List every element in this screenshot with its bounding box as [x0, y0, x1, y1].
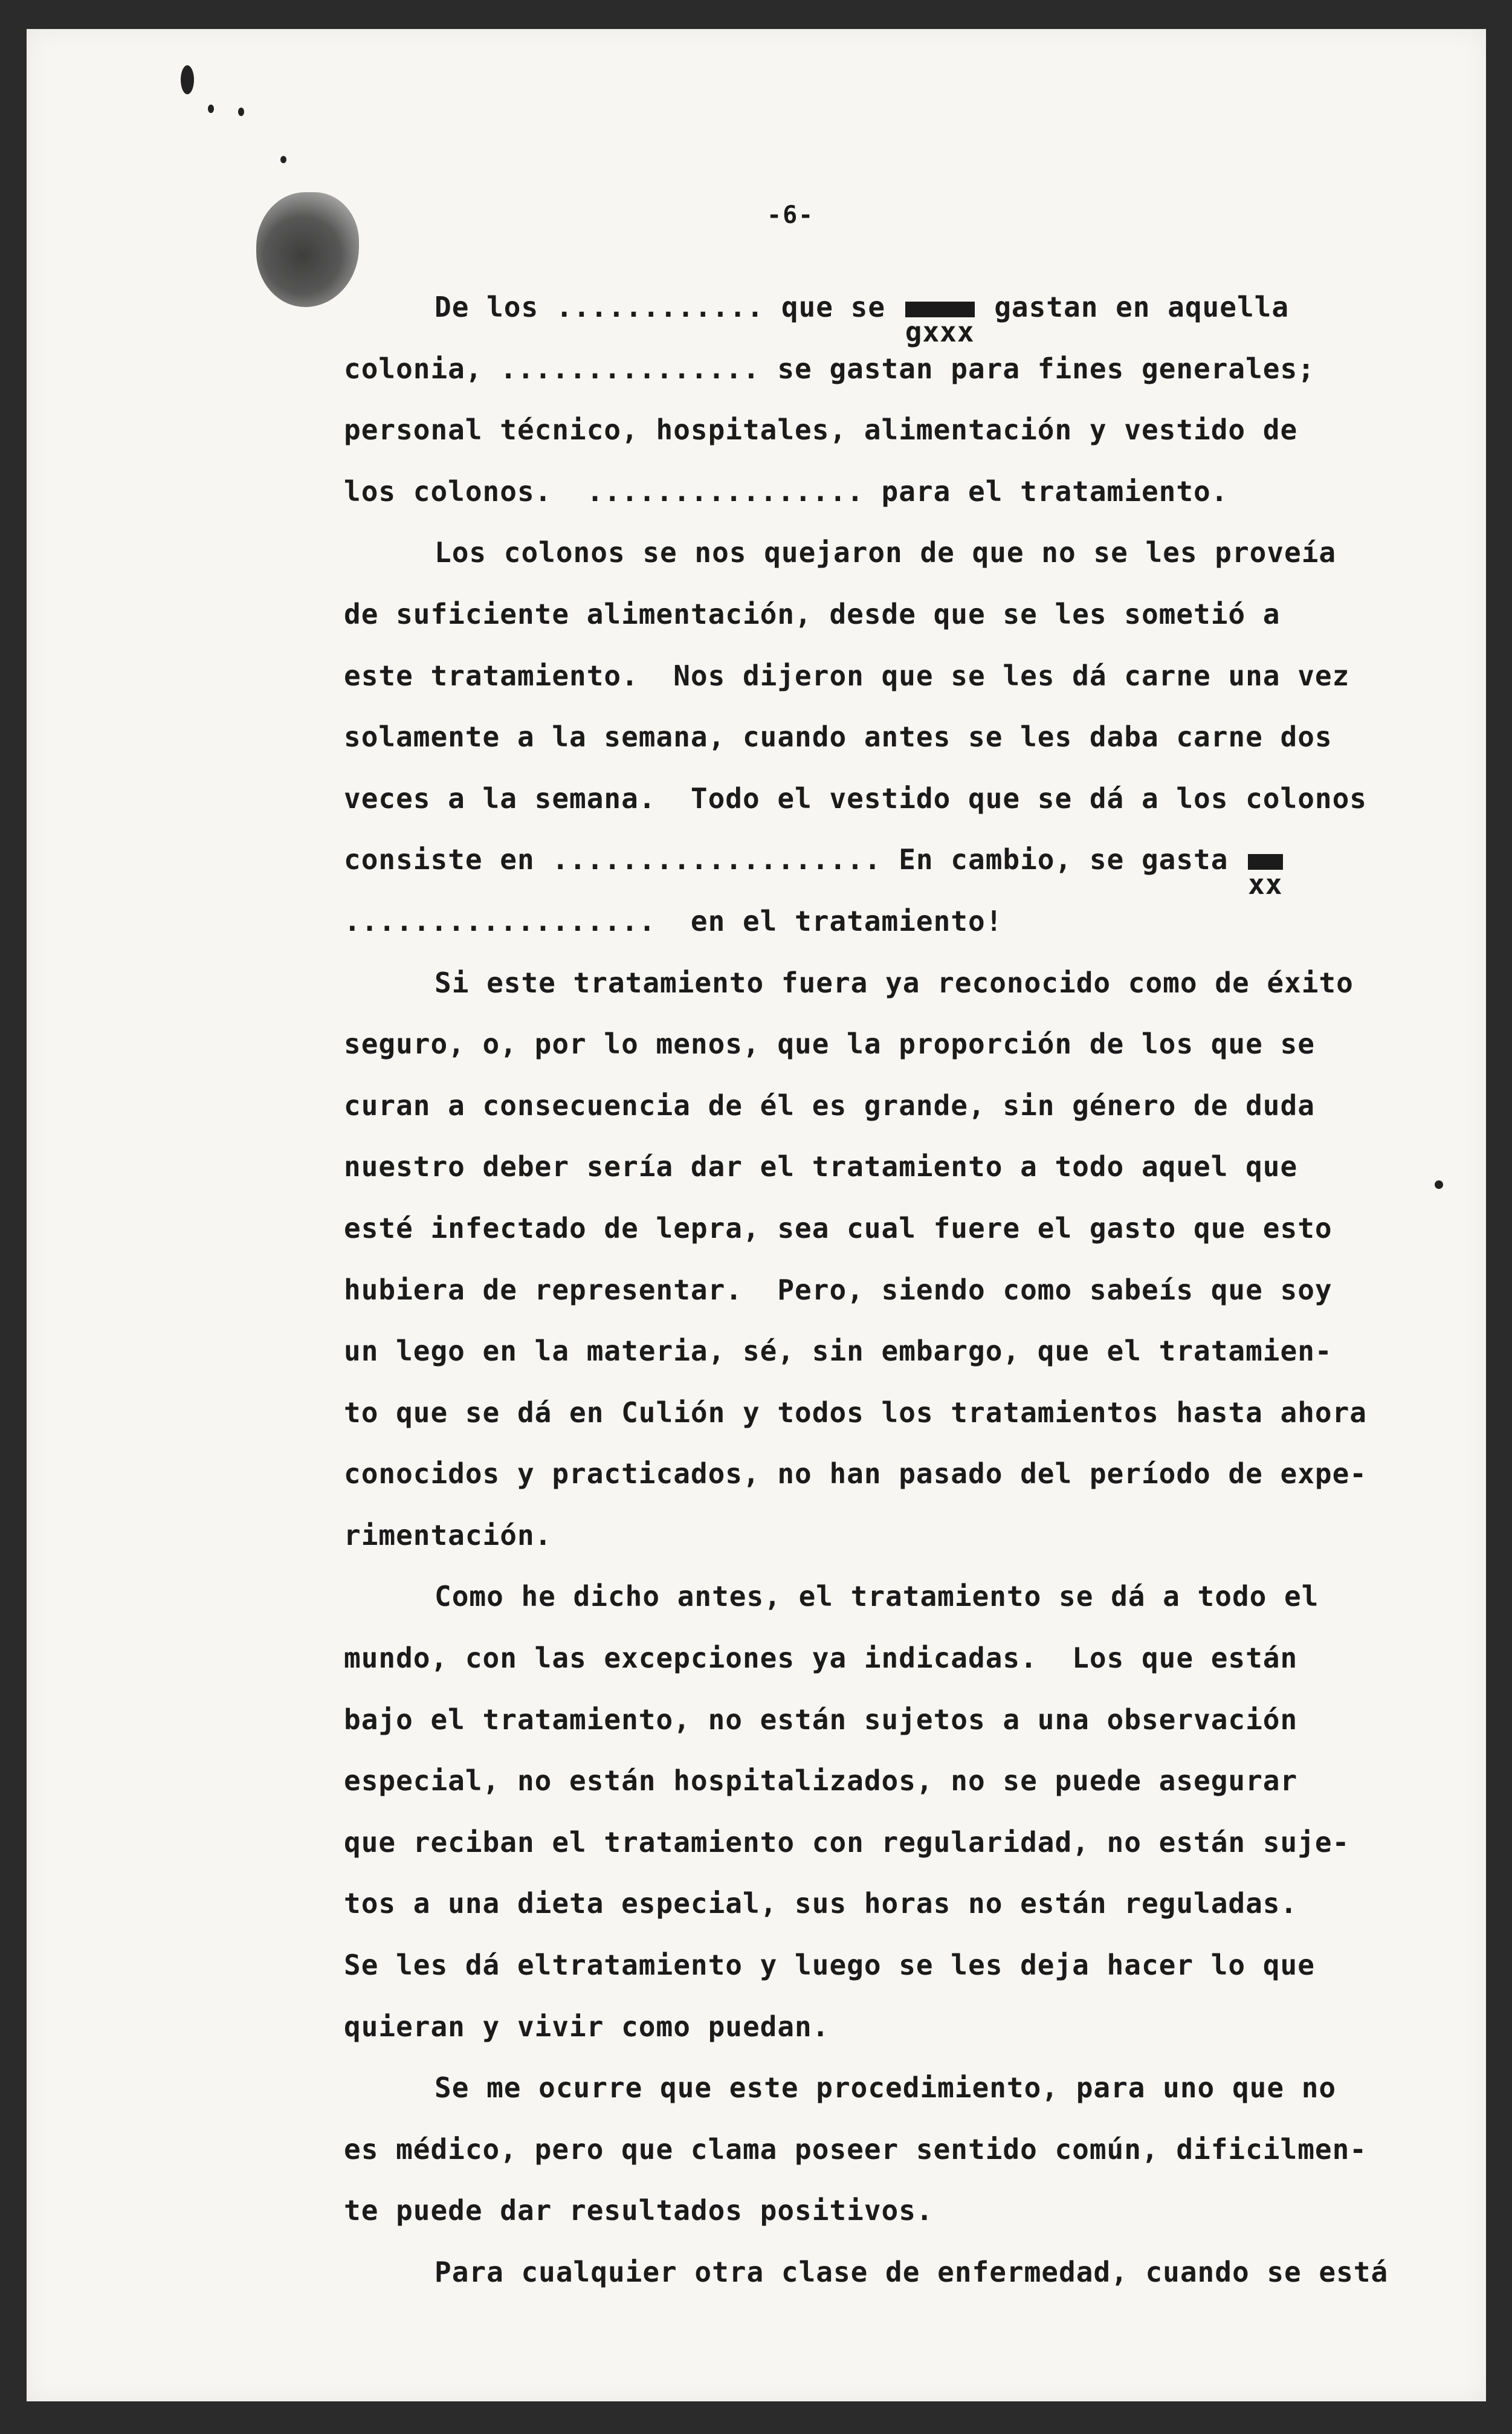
text-line	[344, 1260, 1444, 1321]
line-text: bajo el tratamiento, no están sujetos a una observación	[344, 1703, 1298, 1736]
struck-out-text: gxxx	[905, 302, 975, 317]
line-text: Como he dicho antes, el tratamiento se dá a todo el	[435, 1580, 1319, 1613]
line-text: to que se dá en Culión y todos los tratamientos hasta ahora	[344, 1396, 1367, 1429]
line-text: .................. en el tratamiento!	[344, 904, 1003, 937]
ink-speck	[280, 156, 286, 163]
text-line	[344, 522, 1444, 584]
text-line	[344, 2119, 1444, 2181]
document-page	[27, 29, 1486, 2401]
text-line	[344, 1075, 1444, 1137]
line-text: rimentación.	[344, 1518, 552, 1552]
text-line	[344, 707, 1444, 768]
line-text: de suficiente alimentación, desde que se les sometió a	[344, 597, 1281, 630]
line-text: que reciban el tratamiento con regularidad, no están suje-	[344, 1825, 1350, 1859]
line-text: los colonos. ................ para el tratamiento.	[344, 474, 1229, 508]
line-text: solamente a la semana, cuando antes se les daba carne dos	[344, 720, 1333, 754]
struck-out-text: xx	[1248, 854, 1282, 870]
page-number: -6-	[767, 201, 815, 229]
line-text: consiste en ................... En cambio, se gasta	[344, 843, 1246, 876]
line-text: Para cualquier otra clase de enfermedad, cuando se está	[435, 2256, 1389, 2288]
line-text: Se les dá eltratamiento y luego se les deja hacer lo que	[344, 1949, 1315, 1982]
text-line	[344, 2057, 1444, 2119]
text-line	[344, 1689, 1444, 1751]
line-text: personal técnico, hospitales, alimentación y vestido de	[344, 413, 1298, 447]
line-text-after: gastan en aquella	[977, 291, 1290, 323]
ink-speck	[181, 65, 194, 94]
line-text: veces a la semana. Todo el vestido que se dá a los colonos	[344, 782, 1367, 815]
line-text: hubiera de representar. Pero, siendo como sabeís que soy	[344, 1273, 1333, 1306]
line-text: mundo, con las excepciones ya indicadas. Los que están	[344, 1642, 1298, 1675]
text-line	[344, 953, 1444, 1014]
text-line	[344, 1505, 1444, 1567]
text-line	[344, 1935, 1444, 1996]
line-text: te puede dar resultados positivos.	[344, 2194, 934, 2227]
line-text: Los colonos se nos quejaron de que no se les proveía	[435, 536, 1337, 569]
body-text	[344, 277, 1444, 2303]
text-line	[344, 1750, 1444, 1812]
line-text: este tratamiento. Nos dijeron que se les dá carne una vez	[344, 659, 1350, 692]
text-line	[344, 829, 1444, 901]
text-line	[344, 277, 1444, 348]
text-line	[344, 1628, 1444, 1689]
text-line	[344, 1873, 1444, 1935]
ink-speck	[238, 108, 244, 116]
line-text: un lego en la materia, sé, sin embargo, que el tratamien-	[344, 1335, 1333, 1368]
text-line	[344, 584, 1444, 646]
text-line	[344, 400, 1444, 461]
line-text: conocidos y practicados, no han pasado del período de expe-	[344, 1457, 1367, 1491]
line-text: De los ............ que se	[435, 291, 903, 323]
text-line	[344, 646, 1444, 707]
line-text: quieran y vivir como puedan.	[344, 2010, 830, 2043]
text-line	[344, 768, 1444, 830]
text-line	[344, 1321, 1444, 1382]
ink-speck	[208, 105, 214, 113]
text-line	[344, 1014, 1444, 1075]
text-line	[344, 1996, 1444, 2058]
text-line	[344, 1812, 1444, 1874]
line-text: es médico, pero que clama poseer sentido común, dificilmen-	[344, 2132, 1367, 2166]
text-line	[344, 338, 1444, 400]
text-line	[344, 1443, 1444, 1505]
line-text: Se me ocurre que este procedimiento, para uno que no	[435, 2071, 1337, 2105]
line-text: colonia, ............... se gastan para fines generales;	[344, 352, 1315, 385]
text-line	[344, 1136, 1444, 1198]
text-line	[344, 461, 1444, 523]
line-text: especial, no están hospitalizados, no se puede asegurar	[344, 1764, 1298, 1798]
line-text: curan a consecuencia de él es grande, sin género de duda	[344, 1089, 1315, 1122]
text-line	[344, 2242, 1444, 2303]
line-text: nuestro deber sería dar el tratamiento a todo aquel que	[344, 1150, 1298, 1183]
line-text: seguro, o, por lo menos, que la proporción de los que se	[344, 1028, 1315, 1061]
line-text: tos a una dieta especial, sus horas no están reguladas.	[344, 1887, 1298, 1920]
text-line	[344, 2180, 1444, 2242]
line-text: esté infectado de lepra, sea cual fuere el gasto que esto	[344, 1211, 1333, 1245]
text-line	[344, 1566, 1444, 1628]
line-text: Si este tratamiento fuera ya reconocido como de éxito	[435, 966, 1354, 999]
text-line	[344, 1198, 1444, 1260]
text-line	[344, 1382, 1444, 1444]
